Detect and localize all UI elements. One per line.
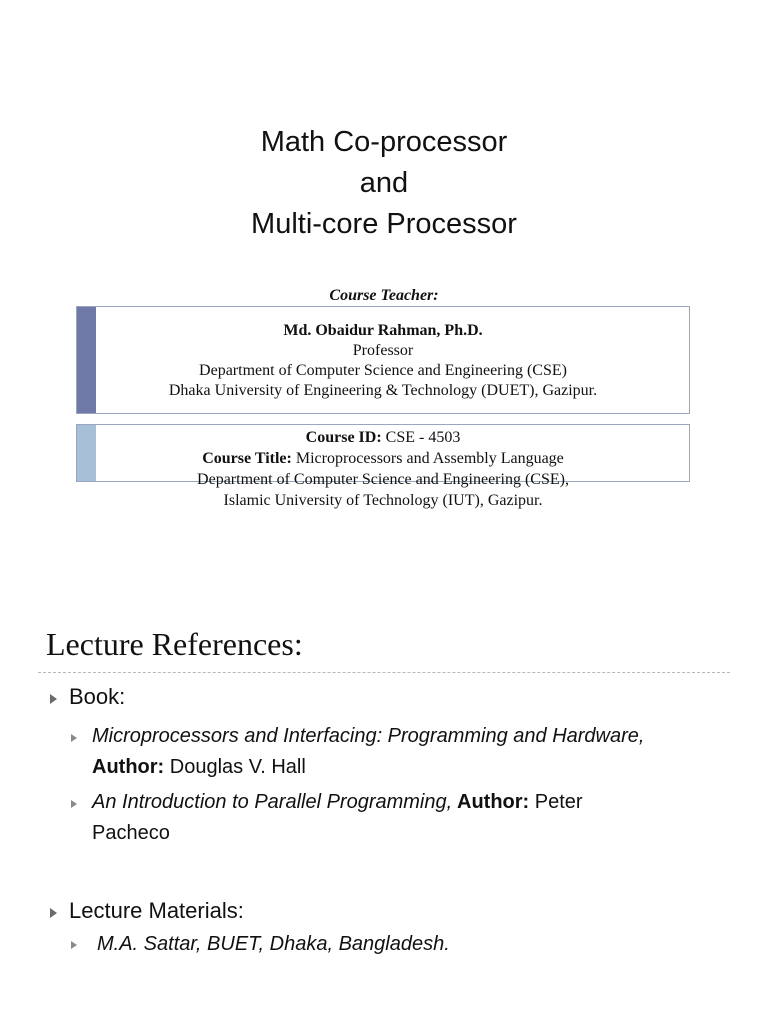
heading-divider <box>38 672 730 673</box>
title-line-1: Math Co-processor <box>260 126 508 158</box>
sub-bullet-arrow-icon <box>71 941 77 949</box>
title-line-2: and <box>359 167 409 199</box>
book-2-author-label: Author: <box>452 791 530 813</box>
book-reference-2 <box>92 787 732 849</box>
sub-bullet-arrow-icon <box>71 800 77 808</box>
teacher-info-box <box>76 306 690 414</box>
bullet-arrow-icon <box>50 908 57 918</box>
teacher-position: Professor <box>352 342 414 359</box>
course-title <box>77 448 689 469</box>
book-1-author: Douglas V. Hall <box>164 756 306 778</box>
book-2-author-cont: Pacheco <box>92 822 170 844</box>
book-2-title: An Introduction to Parallel Programming, <box>92 791 453 813</box>
course-teacher-label: Course Teacher: <box>329 287 439 304</box>
book-2-author: Peter <box>529 791 583 813</box>
lecture-references-heading: Lecture References: <box>46 626 303 662</box>
lecture-materials-label: Lecture Materials: <box>69 898 244 923</box>
teacher-department: Department of Computer Science and Engineering (CSE) <box>199 362 567 379</box>
teacher-university: Dhaka University of Engineering & Technology (DUET), Gazipur. <box>168 382 598 399</box>
sub-bullet-arrow-icon <box>71 734 77 742</box>
book-1-title: Microprocessors and Interfacing: Programming and Hardware, <box>92 725 645 747</box>
course-title-label: Course Title: <box>202 450 292 467</box>
book-label: Book: <box>69 684 126 709</box>
course-id-label: Course ID: <box>305 429 382 446</box>
course-university: Islamic University of Technology (IUT), Gazipur. <box>223 492 543 509</box>
course-id <box>77 427 689 448</box>
course-title-value: Microprocessors and Assembly Language <box>291 450 564 467</box>
bullet-arrow-icon <box>50 694 57 704</box>
book-reference-1 <box>92 721 732 783</box>
slide-title <box>0 122 768 245</box>
teacher-name: Md. Obaidur Rahman, Ph.D. <box>283 322 483 339</box>
title-line-3: Multi-core Processor <box>251 208 517 240</box>
course-id-value: CSE - 4503 <box>381 429 461 446</box>
course-department: Department of Computer Science and Engineering (CSE), <box>197 471 569 488</box>
book-1-author-label: Author: <box>92 756 165 778</box>
lecture-material-1: M.A. Sattar, BUET, Dhaka, Bangladesh. <box>97 933 450 955</box>
course-info-box <box>76 424 690 509</box>
